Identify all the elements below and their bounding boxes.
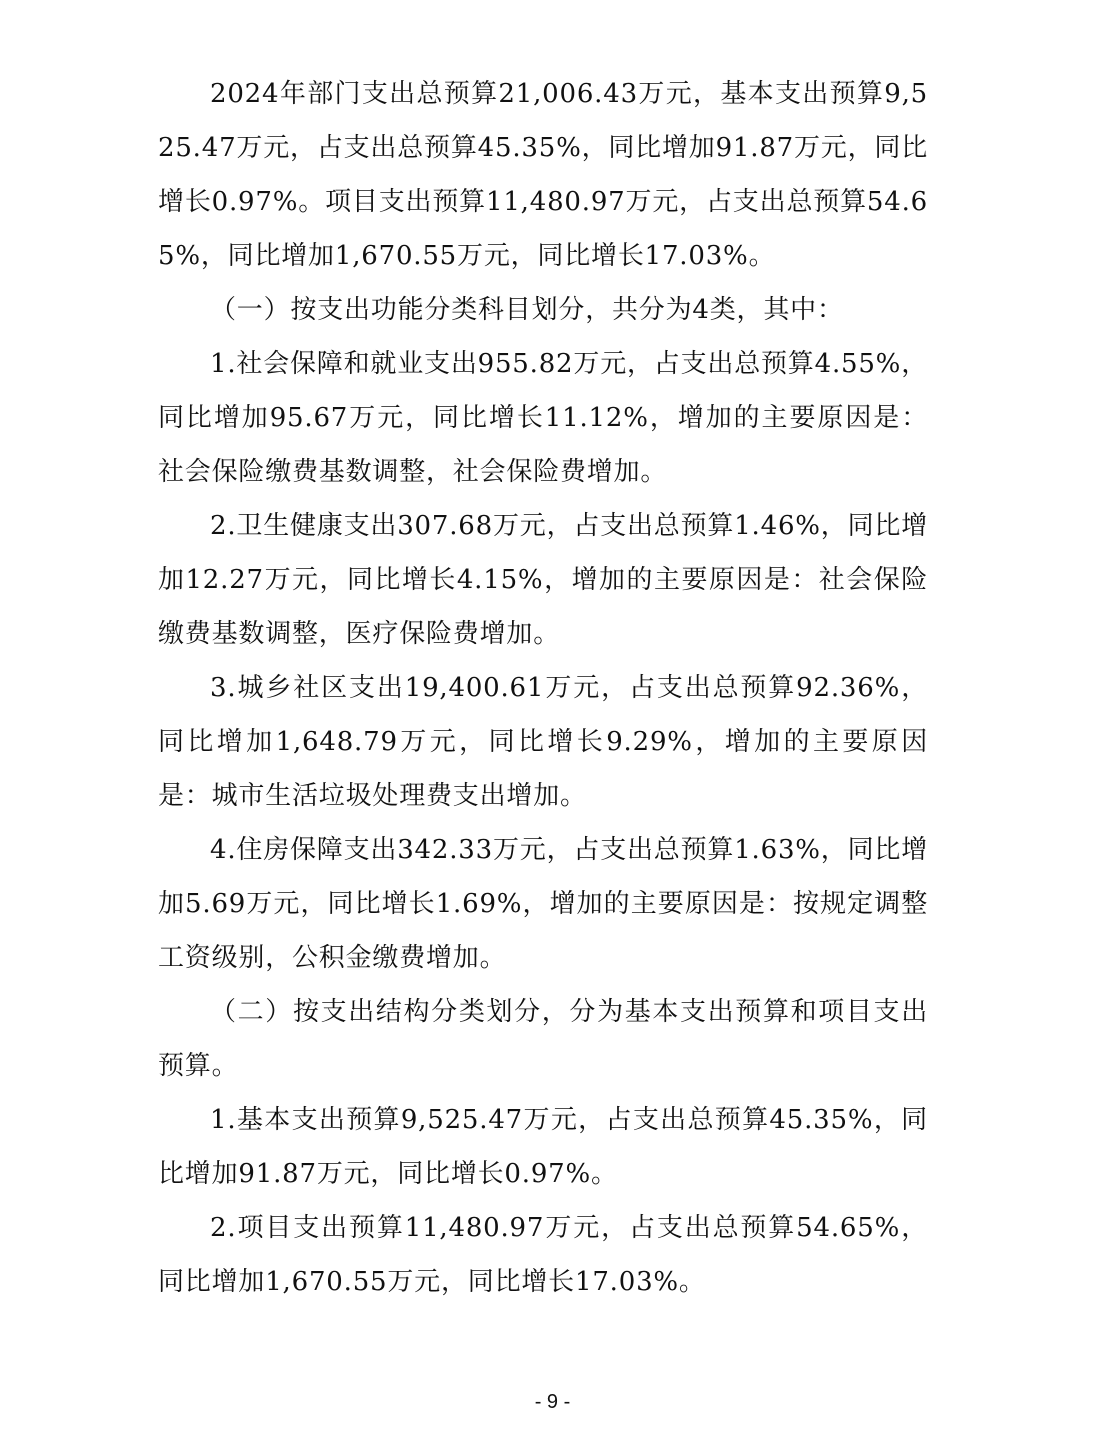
paragraph-housing-security: 4.住房保障支出342.33万元，占支出总预算1.63%，同比增加5.69万元，同比增长1.69%，增加的主要原因是：按规定调整工资级别，公积金缴费增加。 [158,835,928,973]
paragraph-urban-rural-community: 3.城乡社区支出19,400.61万元，占支出总预算92.36%，同比增加1,648.79万元，同比增长9.29%，增加的主要原因是：城市生活垃圾处理费支出增加。 [158,673,928,811]
paragraph-health: 2.卫生健康支出307.68万元，占支出总预算1.46%，同比增加12.27万元，同比增长4.15%，增加的主要原因是：社会保险缴费基数调整，医疗保险费增加。 [158,511,928,649]
paragraph-structure-classification: （二）按支出结构分类划分，分为基本支出预算和项目支出预算。 [158,997,928,1081]
paragraph-function-classification: （一）按支出功能分类科目划分，共分为4类，其中： [210,295,844,325]
paragraph-basic-expenditure: 1.基本支出预算9,525.47万元，占支出总预算45.35%，同比增加91.87万元，同比增长0.97%。 [158,1105,928,1189]
paragraph-total-budget: 2024年部门支出总预算21,006.43万元，基本支出预算9,525.47万元，占支出总预算45.35%，同比增加91.87万元，同比增长0.97%。项目支出预算11,480.97万元，占支出总预算54.65%，同比增加1,670.55万元，同比增长17.03%。 [158,79,929,271]
paragraph-social-security: 1.社会保障和就业支出955.82万元，占支出总预算4.55%，同比增加95.67万元，同比增长11.12%，增加的主要原因是：社会保险缴费基数调整，社会保险费增加。 [158,349,928,487]
document-body [158,67,928,1309]
paragraph-project-expenditure: 2.项目支出预算11,480.97万元，占支出总预算54.65%，同比增加1,670.55万元，同比增长17.03%。 [158,1213,928,1297]
page-number: - 9 - [534,1391,571,1413]
